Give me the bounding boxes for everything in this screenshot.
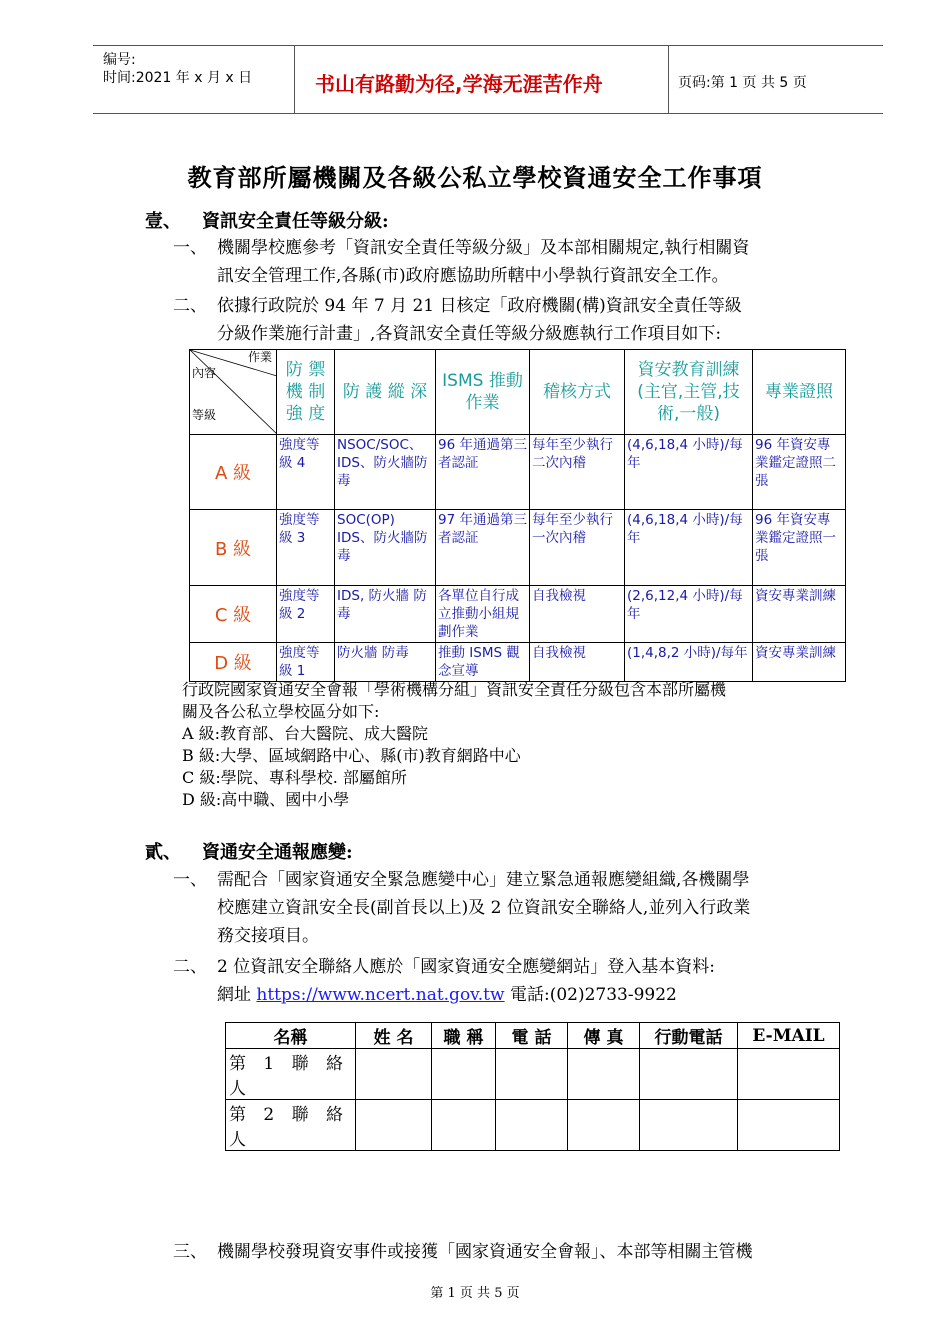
- table-cell: 強度等級 4: [277, 435, 335, 510]
- classification-a: A 級:教育部、台大醫院、成大醫院: [182, 724, 429, 743]
- corner-level-label: 等級: [192, 408, 217, 422]
- table-row: [226, 1049, 840, 1100]
- table-row: [190, 586, 846, 643]
- ncert-website-link[interactable]: https://www.ncert.nat.gov.tw: [256, 985, 505, 1005]
- corner-work-label: 作業: [247, 350, 272, 364]
- page-footer: 第 1 页 共 5 页: [430, 1286, 520, 1301]
- table-cell: 每年至少執行一次內稽: [530, 510, 625, 586]
- table-cell: 推動 ISMS 觀念宣導: [436, 643, 530, 682]
- table-cell[interactable]: [738, 1100, 840, 1151]
- table-cell: 96 年資安專業鑑定證照二張: [753, 435, 846, 510]
- header-name: 名稱: [226, 1023, 356, 1049]
- table-cell: NSOC/SOC、IDS、防火牆防毒: [335, 435, 436, 510]
- table-cell: 97 年通過第三者認証: [436, 510, 530, 586]
- section1-item1-line2: 訊安全管理工作,各縣(市)政府應協助所轄中小學執行資訊安全工作。: [217, 266, 729, 286]
- security-level-table: [189, 349, 846, 682]
- header-page-info: 页码:第 1 页 共 5 页: [678, 75, 807, 91]
- classification-line2: 關及各公私立學校區分如下:: [182, 702, 380, 721]
- header-fax: 傳 真: [568, 1023, 640, 1049]
- table-cell: 每年至少執行二次內稽: [530, 435, 625, 510]
- table-cell: 資安專業訓練: [753, 643, 846, 682]
- contact-row-label: 第 1 聯 絡 人: [226, 1049, 356, 1100]
- section1-item2-line2: 分級作業施行計畫」,各資訊安全責任等級分級應執行工作項目如下:: [217, 324, 722, 344]
- table-cell[interactable]: [496, 1049, 568, 1100]
- section1-item1-line1: 機關學校應參考「資訊安全責任等級分級」及本部相關規定,執行相關資: [217, 238, 750, 258]
- table-cell: (2,6,12,4 小時)/每年: [625, 586, 753, 643]
- section2-item1-line2: 校應建立資訊安全長(副首長以上)及 2 位資訊安全聯絡人,並列入行政業: [217, 898, 751, 918]
- table-cell: (1,4,8,2 小時)/每年: [625, 643, 753, 682]
- section2-item1-number: 一、: [173, 870, 207, 890]
- level-label: A 級: [190, 435, 277, 510]
- classification-c: C 級:學院、專科學校. 部屬館所: [182, 768, 407, 787]
- table-row: [226, 1100, 840, 1151]
- header-number-label: 编号:: [103, 52, 136, 68]
- table-cell[interactable]: [568, 1100, 640, 1151]
- level-label: D 級: [190, 643, 277, 682]
- header-divider-left: [294, 46, 295, 113]
- table-cell: 強度等級 3: [277, 510, 335, 586]
- header-audit: 稽核方式: [530, 350, 625, 435]
- ncert-contact-line: [217, 981, 677, 1009]
- section1-item2-line1: 依據行政院於 94 年 7 月 21 日核定「政府機關(構)資訊安全責任等級: [217, 296, 742, 316]
- table-cell[interactable]: [640, 1049, 738, 1100]
- contact-row-label: 第 2 聯 絡 人: [226, 1100, 356, 1151]
- table-cell[interactable]: [356, 1049, 432, 1100]
- table-row: [190, 643, 846, 682]
- header-time-label: 时间:2021 年 x 月 x 日: [103, 70, 253, 86]
- phone-text: 電話:(02)2733-9922: [509, 985, 677, 1005]
- table-cell: (4,6,18,4 小時)/每年: [625, 510, 753, 586]
- header-defense-depth: 防 護 縱 深: [335, 350, 436, 435]
- corner-content-label: 內容: [192, 366, 217, 380]
- table-cell[interactable]: [568, 1049, 640, 1100]
- header-email: E-MAIL: [738, 1023, 840, 1049]
- header-mobile: 行動電話: [640, 1023, 738, 1049]
- section2-item3-line1: 機關學校發現資安事件或接獲「國家資通安全會報」、本部等相關主管機: [217, 1242, 753, 1262]
- table-cell: 自我檢視: [530, 586, 625, 643]
- classification-b: B 級:大學、區域網路中心、縣(市)教育網路中心: [182, 746, 521, 765]
- section1-item1-number: 一、: [173, 238, 207, 258]
- section2-number: 貳、: [145, 842, 181, 863]
- document-title: 教育部所屬機關及各級公私立學校資通安全工作事項: [187, 163, 763, 192]
- section2-item3-number: 三、: [173, 1242, 207, 1262]
- section1-heading: 資訊安全責任等級分級:: [202, 211, 389, 232]
- header-defense-strength: 防 禦 機 制 強 度: [277, 350, 335, 435]
- level-label: C 級: [190, 586, 277, 643]
- classification-d: D 級:高中職、國中小學: [182, 790, 350, 809]
- table-row: [226, 1023, 840, 1049]
- table-cell[interactable]: [432, 1100, 496, 1151]
- level-label: B 級: [190, 510, 277, 586]
- table-cell: 資安專業訓練: [753, 586, 846, 643]
- header-isms: ISMS 推動作業: [436, 350, 530, 435]
- header-person: 姓 名: [356, 1023, 432, 1049]
- section2-heading: 資通安全通報應變:: [202, 842, 353, 863]
- section2-item2-line1: 2 位資訊安全聯絡人應於「國家資通安全應變網站」登入基本資料:: [217, 957, 715, 977]
- section1-number: 壹、: [145, 211, 181, 232]
- table-cell: 防火牆 防毒: [335, 643, 436, 682]
- table-cell: 96 年資安專業鑑定證照一張: [753, 510, 846, 586]
- table-cell: (4,6,18,4 小時)/每年: [625, 435, 753, 510]
- classification-line1: 行政院國家資通安全會報「學術機構分組」資訊安全責任分級包含本部所屬機: [182, 680, 727, 699]
- header-bottom-rule: [93, 113, 883, 114]
- section1-item2-number: 二、: [173, 296, 207, 316]
- header-divider-right: [668, 46, 669, 113]
- table-cell[interactable]: [496, 1100, 568, 1151]
- header-training: 資安教育訓練 (主官,主管,技術,一般): [625, 350, 753, 435]
- header-certification: 專業證照: [753, 350, 846, 435]
- header-motto: 书山有路勤为径,学海无涯苦作舟: [315, 72, 603, 96]
- section2-item1-line1: 需配合「國家資通安全緊急應變中心」建立緊急通報應變組織,各機關學: [217, 870, 750, 890]
- table-row: [190, 435, 846, 510]
- header-phone: 電 話: [496, 1023, 568, 1049]
- section2-item1-line3: 務交接項目。: [217, 926, 319, 946]
- table-cell: 強度等級 1: [277, 643, 335, 682]
- table-cell: IDS, 防火牆 防毒: [335, 586, 436, 643]
- table-cell: 強度等級 2: [277, 586, 335, 643]
- table-cell[interactable]: [640, 1100, 738, 1151]
- table-cell: 自我檢視: [530, 643, 625, 682]
- table-cell[interactable]: [356, 1100, 432, 1151]
- table-corner-cell: [190, 350, 277, 435]
- header-top-rule: [93, 45, 883, 46]
- contact-table: [225, 1022, 840, 1151]
- header-title: 職 稱: [432, 1023, 496, 1049]
- table-cell: 96 年通過第三者認証: [436, 435, 530, 510]
- table-row: [190, 510, 846, 586]
- table-cell: SOC(OP) IDS、防火牆防毒: [335, 510, 436, 586]
- table-cell[interactable]: [738, 1049, 840, 1100]
- table-cell[interactable]: [432, 1049, 496, 1100]
- url-label: 網址: [217, 985, 251, 1005]
- table-cell: 各單位自行成立推動小組規劃作業: [436, 586, 530, 643]
- section2-item2-number: 二、: [173, 957, 207, 977]
